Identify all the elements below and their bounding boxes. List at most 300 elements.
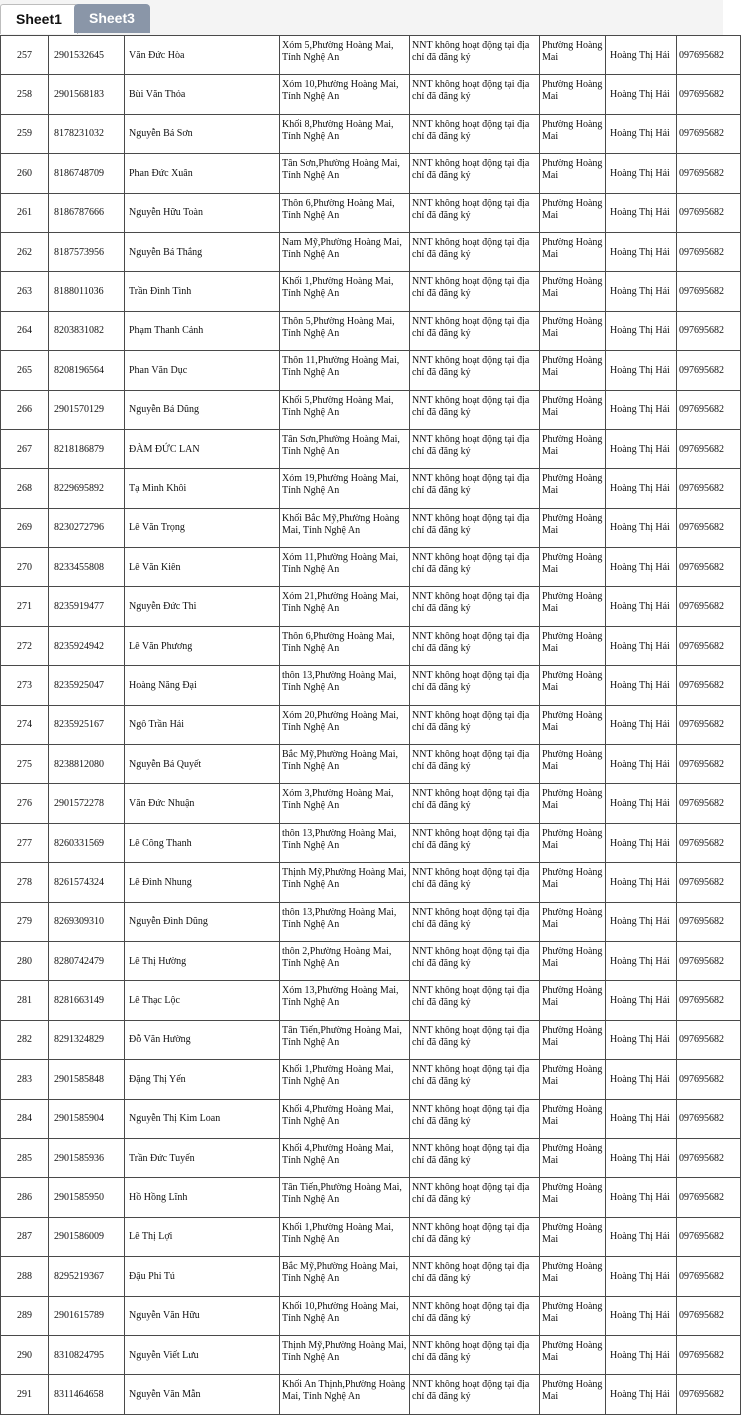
cell-tax-code[interactable]: 8260331569 [49,823,125,862]
cell-officer[interactable]: Hoàng Thị Hải [606,1060,677,1099]
cell-status[interactable]: NNT không hoạt động tại địa chỉ đã đăng ký [410,1335,540,1374]
cell-address[interactable]: thôn 13,Phường Hoàng Mai, Tỉnh Nghệ An [280,823,410,862]
cell-status[interactable]: NNT không hoạt động tại địa chỉ đã đăng ký [410,1178,540,1217]
cell-name[interactable]: Văn Đức Nhuận [125,784,280,823]
cell-status[interactable]: NNT không hoạt động tại địa chỉ đã đăng ký [410,508,540,547]
cell-officer[interactable]: Hoàng Thị Hải [606,902,677,941]
cell-ward[interactable]: Phường Hoàng Mai [540,1257,606,1296]
cell-officer[interactable]: Hoàng Thị Hải [606,863,677,902]
cell-ward[interactable]: Phường Hoàng Mai [540,114,606,153]
cell-stt[interactable]: 282 [1,1020,49,1059]
cell-status[interactable]: NNT không hoạt động tại địa chỉ đã đăng ký [410,981,540,1020]
cell-ward[interactable]: Phường Hoàng Mai [540,1138,606,1177]
cell-status[interactable]: NNT không hoạt động tại địa chỉ đã đăng ký [410,311,540,350]
cell-tax-code[interactable]: 2901568183 [49,75,125,114]
cell-stt[interactable]: 272 [1,626,49,665]
cell-phone[interactable]: 097695682 [677,1335,741,1374]
cell-ward[interactable]: Phường Hoàng Mai [540,1335,606,1374]
cell-name[interactable]: Lê Thạc Lộc [125,981,280,1020]
cell-name[interactable]: Trần Đức Tuyến [125,1138,280,1177]
cell-address[interactable]: Xóm 10,Phường Hoàng Mai, Tỉnh Nghệ An [280,75,410,114]
cell-officer[interactable]: Hoàng Thị Hải [606,75,677,114]
cell-tax-code[interactable]: 8281663149 [49,981,125,1020]
table-row [1,351,741,390]
cell-stt[interactable]: 284 [1,1099,49,1138]
cell-phone[interactable]: 097695682 [677,1020,741,1059]
cell-address[interactable]: Khối 1,Phường Hoàng Mai, Tỉnh Nghệ An [280,272,410,311]
cell-phone[interactable]: 097695682 [677,75,741,114]
cell-tax-code[interactable]: 8280742479 [49,941,125,980]
cell-tax-code[interactable]: 2901615789 [49,1296,125,1335]
cell-address[interactable]: Khối 1,Phường Hoàng Mai, Tỉnh Nghệ An [280,1060,410,1099]
cell-tax-code[interactable]: 8291324829 [49,1020,125,1059]
cell-name[interactable]: Nguyễn Bá Dũng [125,390,280,429]
cell-address[interactable]: Xóm 20,Phường Hoàng Mai, Tỉnh Nghệ An [280,705,410,744]
cell-stt[interactable]: 291 [1,1375,49,1414]
cell-name[interactable]: Lê Văn Kiên [125,548,280,587]
cell-ward[interactable]: Phường Hoàng Mai [540,36,606,75]
table-row [1,784,741,823]
cell-status[interactable]: NNT không hoạt động tại địa chỉ đã đăng ký [410,784,540,823]
cell-ward[interactable]: Phường Hoàng Mai [540,272,606,311]
cell-officer[interactable]: Hoàng Thị Hải [606,1138,677,1177]
cell-status[interactable]: NNT không hoạt động tại địa chỉ đã đăng ký [410,1060,540,1099]
table-row [1,745,741,784]
cell-phone[interactable]: 097695682 [677,863,741,902]
cell-status[interactable]: NNT không hoạt động tại địa chỉ đã đăng ký [410,902,540,941]
cell-address[interactable]: Khối 4,Phường Hoàng Mai, Tỉnh Nghệ An [280,1138,410,1177]
cell-name[interactable]: Đậu Phi Tú [125,1257,280,1296]
cell-officer[interactable]: Hoàng Thị Hải [606,469,677,508]
cell-tax-code[interactable]: 2901586009 [49,1217,125,1256]
cell-phone[interactable]: 097695682 [677,429,741,468]
cell-address[interactable]: Nam Mỹ,Phường Hoàng Mai, Tỉnh Nghệ An [280,232,410,271]
cell-stt[interactable]: 278 [1,863,49,902]
cell-officer[interactable]: Hoàng Thị Hải [606,626,677,665]
cell-stt[interactable]: 275 [1,745,49,784]
cell-status[interactable]: NNT không hoạt động tại địa chỉ đã đăng ký [410,863,540,902]
cell-name[interactable]: Trần Đình Tình [125,272,280,311]
cell-name[interactable]: Nguyễn Văn Hữu [125,1296,280,1335]
cell-ward[interactable]: Phường Hoàng Mai [540,666,606,705]
cell-ward[interactable]: Phường Hoàng Mai [540,1375,606,1414]
cell-officer[interactable]: Hoàng Thị Hải [606,666,677,705]
cell-ward[interactable]: Phường Hoàng Mai [540,1217,606,1256]
cell-phone[interactable]: 097695682 [677,311,741,350]
cell-ward[interactable]: Phường Hoàng Mai [540,154,606,193]
cell-stt[interactable]: 279 [1,902,49,941]
cell-ward[interactable]: Phường Hoàng Mai [540,1060,606,1099]
cell-officer[interactable]: Hoàng Thị Hải [606,1178,677,1217]
cell-name[interactable]: Hồ Hồng Lĩnh [125,1178,280,1217]
cell-stt[interactable]: 269 [1,508,49,547]
table-row [1,232,741,271]
cell-name[interactable]: ĐÀM ĐỨC LAN [125,429,280,468]
cell-tax-code[interactable]: 8269309310 [49,902,125,941]
cell-address[interactable]: Thịnh Mỹ,Phường Hoàng Mai, Tỉnh Nghệ An [280,863,410,902]
cell-address[interactable]: Khối 4,Phường Hoàng Mai, Tỉnh Nghệ An [280,1099,410,1138]
cell-stt[interactable]: 276 [1,784,49,823]
cell-officer[interactable]: Hoàng Thị Hải [606,36,677,75]
cell-address[interactable]: Khối 10,Phường Hoàng Mai, Tỉnh Nghệ An [280,1296,410,1335]
cell-officer[interactable]: Hoàng Thị Hải [606,745,677,784]
cell-ward[interactable]: Phường Hoàng Mai [540,351,606,390]
cell-officer[interactable]: Hoàng Thị Hải [606,1099,677,1138]
cell-status[interactable]: NNT không hoạt động tại địa chỉ đã đăng ký [410,1375,540,1414]
cell-name[interactable]: Nguyễn Đức Thi [125,587,280,626]
cell-status[interactable]: NNT không hoạt động tại địa chỉ đã đăng ký [410,705,540,744]
cell-tax-code[interactable]: 8295219367 [49,1257,125,1296]
cell-officer[interactable]: Hoàng Thị Hải [606,311,677,350]
cell-ward[interactable]: Phường Hoàng Mai [540,626,606,665]
cell-officer[interactable]: Hoàng Thị Hải [606,114,677,153]
cell-tax-code[interactable]: 2901585936 [49,1138,125,1177]
cell-status[interactable]: NNT không hoạt động tại địa chỉ đã đăng ký [410,351,540,390]
cell-phone[interactable]: 097695682 [677,784,741,823]
cell-phone[interactable]: 097695682 [677,1178,741,1217]
cell-tax-code[interactable]: 8310824795 [49,1335,125,1374]
cell-phone[interactable]: 097695682 [677,1060,741,1099]
cell-tax-code[interactable]: 8238812080 [49,745,125,784]
cell-ward[interactable]: Phường Hoàng Mai [540,75,606,114]
cell-address[interactable]: Xóm 3,Phường Hoàng Mai, Tỉnh Nghệ An [280,784,410,823]
cell-phone[interactable]: 097695682 [677,114,741,153]
cell-phone[interactable]: 097695682 [677,154,741,193]
cell-ward[interactable]: Phường Hoàng Mai [540,784,606,823]
cell-stt[interactable]: 289 [1,1296,49,1335]
cell-phone[interactable]: 097695682 [677,193,741,232]
cell-status[interactable]: NNT không hoạt động tại địa chỉ đã đăng ký [410,745,540,784]
cell-ward[interactable]: Phường Hoàng Mai [540,193,606,232]
cell-phone[interactable]: 097695682 [677,36,741,75]
cell-phone[interactable]: 097695682 [677,548,741,587]
cell-name[interactable]: Nguyễn Hữu Toàn [125,193,280,232]
cell-stt[interactable]: 261 [1,193,49,232]
cell-address[interactable]: Thôn 5,Phường Hoàng Mai, Tỉnh Nghệ An [280,311,410,350]
cell-name[interactable]: Hoàng Năng Đại [125,666,280,705]
cell-phone[interactable]: 097695682 [677,1296,741,1335]
cell-status[interactable]: NNT không hoạt động tại địa chỉ đã đăng ký [410,114,540,153]
sheet-tab-bar [0,0,723,36]
cell-officer[interactable]: Hoàng Thị Hải [606,351,677,390]
cell-phone[interactable]: 097695682 [677,705,741,744]
cell-phone[interactable]: 097695682 [677,823,741,862]
cell-name[interactable]: Nguyễn Văn Mẫn [125,1375,280,1414]
cell-tax-code[interactable]: 8178231032 [49,114,125,153]
cell-phone[interactable]: 097695682 [677,232,741,271]
cell-phone[interactable]: 097695682 [677,745,741,784]
table-row [1,863,741,902]
cell-officer[interactable]: Hoàng Thị Hải [606,193,677,232]
cell-stt[interactable]: 280 [1,941,49,980]
table-row [1,508,741,547]
cell-stt[interactable]: 273 [1,666,49,705]
cell-officer[interactable]: Hoàng Thị Hải [606,429,677,468]
cell-name[interactable]: Phan Văn Dục [125,351,280,390]
cell-ward[interactable]: Phường Hoàng Mai [540,232,606,271]
cell-name[interactable]: Bùi Văn Thỏa [125,75,280,114]
cell-address[interactable]: Khối 5,Phường Hoàng Mai, Tỉnh Nghệ An [280,390,410,429]
cell-status[interactable]: NNT không hoạt động tại địa chỉ đã đăng ký [410,193,540,232]
cell-officer[interactable]: Hoàng Thị Hải [606,587,677,626]
cell-stt[interactable]: 263 [1,272,49,311]
cell-stt[interactable]: 285 [1,1138,49,1177]
cell-phone[interactable]: 097695682 [677,272,741,311]
cell-address[interactable]: Tân Tiến,Phường Hoàng Mai, Tỉnh Nghệ An [280,1178,410,1217]
cell-status[interactable]: NNT không hoạt động tại địa chỉ đã đăng ký [410,666,540,705]
cell-officer[interactable]: Hoàng Thị Hải [606,154,677,193]
cell-status[interactable]: NNT không hoạt động tại địa chỉ đã đăng ký [410,75,540,114]
cell-address[interactable]: Thịnh Mỹ,Phường Hoàng Mai, Tỉnh Nghệ An [280,1335,410,1374]
cell-tax-code[interactable]: 8186787666 [49,193,125,232]
cell-stt[interactable]: 267 [1,429,49,468]
cell-tax-code[interactable]: 8229695892 [49,469,125,508]
cell-phone[interactable]: 097695682 [677,587,741,626]
cell-address[interactable]: Khối An Thịnh,Phường Hoàng Mai, Tỉnh Nghệ An [280,1375,410,1414]
cell-address[interactable]: thôn 13,Phường Hoàng Mai, Tỉnh Nghệ An [280,902,410,941]
cell-tax-code[interactable]: 8233455808 [49,548,125,587]
cell-address[interactable]: Xóm 19,Phường Hoàng Mai, Tỉnh Nghệ An [280,469,410,508]
cell-officer[interactable]: Hoàng Thị Hải [606,941,677,980]
cell-tax-code[interactable]: 8188011036 [49,272,125,311]
cell-phone[interactable]: 097695682 [677,941,741,980]
cell-phone[interactable]: 097695682 [677,981,741,1020]
cell-address[interactable]: Tân Tiến,Phường Hoàng Mai, Tỉnh Nghệ An [280,1020,410,1059]
cell-stt[interactable]: 266 [1,390,49,429]
cell-officer[interactable]: Hoàng Thị Hải [606,390,677,429]
cell-stt[interactable]: 270 [1,548,49,587]
cell-officer[interactable]: Hoàng Thị Hải [606,548,677,587]
cell-status[interactable]: NNT không hoạt động tại địa chỉ đã đăng ký [410,232,540,271]
cell-phone[interactable]: 097695682 [677,351,741,390]
cell-status[interactable]: NNT không hoạt động tại địa chỉ đã đăng ký [410,469,540,508]
cell-address[interactable]: Khối 8,Phường Hoàng Mai, Tỉnh Nghệ An [280,114,410,153]
cell-stt[interactable]: 258 [1,75,49,114]
table-row [1,1296,741,1335]
cell-officer[interactable]: Hoàng Thị Hải [606,1335,677,1374]
cell-tax-code[interactable]: 8235925047 [49,666,125,705]
tab-sheet3[interactable]: Sheet3 [74,4,150,33]
cell-stt[interactable]: 283 [1,1060,49,1099]
cell-tax-code[interactable]: 2901585950 [49,1178,125,1217]
cell-tax-code[interactable]: 8186748709 [49,154,125,193]
cell-stt[interactable]: 286 [1,1178,49,1217]
cell-name[interactable]: Đỗ Văn Hường [125,1020,280,1059]
cell-tax-code[interactable]: 2901585848 [49,1060,125,1099]
cell-status[interactable]: NNT không hoạt động tại địa chỉ đã đăng ký [410,36,540,75]
cell-address[interactable]: Khối 1,Phường Hoàng Mai, Tỉnh Nghệ An [280,1217,410,1256]
cell-phone[interactable]: 097695682 [677,1375,741,1414]
cell-ward[interactable]: Phường Hoàng Mai [540,941,606,980]
cell-status[interactable]: NNT không hoạt động tại địa chỉ đã đăng ký [410,1138,540,1177]
cell-ward[interactable]: Phường Hoàng Mai [540,981,606,1020]
cell-name[interactable]: Nguyễn Bá Thắng [125,232,280,271]
cell-status[interactable]: NNT không hoạt động tại địa chỉ đã đăng ký [410,272,540,311]
cell-address[interactable]: Thôn 6,Phường Hoàng Mai, Tỉnh Nghệ An [280,626,410,665]
cell-officer[interactable]: Hoàng Thị Hải [606,784,677,823]
table-row [1,114,741,153]
cell-ward[interactable]: Phường Hoàng Mai [540,390,606,429]
cell-ward[interactable]: Phường Hoàng Mai [540,587,606,626]
cell-address[interactable]: Khối Bắc Mỹ,Phường Hoàng Mai, Tỉnh Nghệ An [280,508,410,547]
cell-phone[interactable]: 097695682 [677,1257,741,1296]
cell-status[interactable]: NNT không hoạt động tại địa chỉ đã đăng ký [410,626,540,665]
cell-phone[interactable]: 097695682 [677,666,741,705]
cell-address[interactable]: Xóm 21,Phường Hoàng Mai, Tỉnh Nghệ An [280,587,410,626]
cell-status[interactable]: NNT không hoạt động tại địa chỉ đã đăng ký [410,1099,540,1138]
cell-tax-code[interactable]: 2901585904 [49,1099,125,1138]
table-row [1,1060,741,1099]
cell-address[interactable]: Thôn 11,Phường Hoàng Mai, Tỉnh Nghệ An [280,351,410,390]
cell-tax-code[interactable]: 8218186879 [49,429,125,468]
cell-status[interactable]: NNT không hoạt động tại địa chỉ đã đăng ký [410,390,540,429]
cell-stt[interactable]: 264 [1,311,49,350]
cell-ward[interactable]: Phường Hoàng Mai [540,902,606,941]
cell-status[interactable]: NNT không hoạt động tại địa chỉ đã đăng ký [410,823,540,862]
cell-status[interactable]: NNT không hoạt động tại địa chỉ đã đăng ký [410,941,540,980]
cell-stt[interactable]: 288 [1,1257,49,1296]
cell-address[interactable]: Xóm 11,Phường Hoàng Mai, Tỉnh Nghệ An [280,548,410,587]
cell-ward[interactable]: Phường Hoàng Mai [540,705,606,744]
cell-ward[interactable]: Phường Hoàng Mai [540,508,606,547]
cell-status[interactable]: NNT không hoạt động tại địa chỉ đã đăng ký [410,1296,540,1335]
cell-officer[interactable]: Hoàng Thị Hải [606,232,677,271]
cell-address[interactable]: Xóm 5,Phường Hoàng Mai, Tỉnh Nghệ An [280,36,410,75]
cell-status[interactable]: NNT không hoạt động tại địa chỉ đã đăng ký [410,429,540,468]
cell-ward[interactable]: Phường Hoàng Mai [540,311,606,350]
cell-ward[interactable]: Phường Hoàng Mai [540,1296,606,1335]
table-row [1,1257,741,1296]
cell-ward[interactable]: Phường Hoàng Mai [540,1178,606,1217]
cell-phone[interactable]: 097695682 [677,1138,741,1177]
cell-officer[interactable]: Hoàng Thị Hải [606,508,677,547]
cell-stt[interactable]: 271 [1,587,49,626]
cell-tax-code[interactable]: 8187573956 [49,232,125,271]
cell-name[interactable]: Lê Văn Phương [125,626,280,665]
cell-ward[interactable]: Phường Hoàng Mai [540,863,606,902]
cell-ward[interactable]: Phường Hoàng Mai [540,548,606,587]
cell-stt[interactable]: 274 [1,705,49,744]
cell-status[interactable]: NNT không hoạt động tại địa chỉ đã đăng ký [410,1257,540,1296]
cell-officer[interactable]: Hoàng Thị Hải [606,1217,677,1256]
cell-stt[interactable]: 259 [1,114,49,153]
cell-officer[interactable]: Hoàng Thị Hải [606,1257,677,1296]
cell-tax-code[interactable]: 8230272796 [49,508,125,547]
cell-name[interactable]: Văn Đức Hòa [125,36,280,75]
cell-phone[interactable]: 097695682 [677,626,741,665]
cell-address[interactable]: Bắc Mỹ,Phường Hoàng Mai, Tỉnh Nghệ An [280,1257,410,1296]
cell-officer[interactable]: Hoàng Thị Hải [606,981,677,1020]
cell-tax-code[interactable]: 8208196564 [49,351,125,390]
cell-officer[interactable]: Hoàng Thị Hải [606,1296,677,1335]
cell-stt[interactable]: 281 [1,981,49,1020]
table-row [1,1099,741,1138]
cell-officer[interactable]: Hoàng Thị Hải [606,272,677,311]
cell-address[interactable]: Tân Sơn,Phường Hoàng Mai, Tỉnh Nghệ An [280,429,410,468]
cell-phone[interactable]: 097695682 [677,902,741,941]
cell-name[interactable]: Lê Công Thanh [125,823,280,862]
cell-name[interactable]: Nguyễn Bá Quyết [125,745,280,784]
table-row [1,272,741,311]
cell-name[interactable]: Đặng Thị Yến [125,1060,280,1099]
cell-status[interactable]: NNT không hoạt động tại địa chỉ đã đăng ký [410,154,540,193]
cell-stt[interactable]: 260 [1,154,49,193]
cell-tax-code[interactable]: 2901572278 [49,784,125,823]
cell-stt[interactable]: 268 [1,469,49,508]
cell-ward[interactable]: Phường Hoàng Mai [540,1099,606,1138]
cell-status[interactable]: NNT không hoạt động tại địa chỉ đã đăng ký [410,587,540,626]
cell-name[interactable]: Phan Đức Xuân [125,154,280,193]
cell-stt[interactable]: 277 [1,823,49,862]
cell-name[interactable]: Nguyễn Thị Kim Loan [125,1099,280,1138]
cell-phone[interactable]: 097695682 [677,390,741,429]
cell-address[interactable]: Bắc Mỹ,Phường Hoàng Mai, Tỉnh Nghệ An [280,745,410,784]
cell-stt[interactable]: 257 [1,36,49,75]
cell-name[interactable]: Lê Đình Nhung [125,863,280,902]
table-row [1,469,741,508]
cell-address[interactable]: Tân Sơn,Phường Hoàng Mai, Tỉnh Nghệ An [280,154,410,193]
cell-phone[interactable]: 097695682 [677,469,741,508]
cell-phone[interactable]: 097695682 [677,1217,741,1256]
cell-tax-code[interactable]: 8261574324 [49,863,125,902]
cell-status[interactable]: NNT không hoạt động tại địa chỉ đã đăng ký [410,548,540,587]
cell-ward[interactable]: Phường Hoàng Mai [540,823,606,862]
cell-stt[interactable]: 265 [1,351,49,390]
cell-stt[interactable]: 262 [1,232,49,271]
cell-officer[interactable]: Hoàng Thị Hải [606,1020,677,1059]
cell-name[interactable]: Lê Thị Lợi [125,1217,280,1256]
cell-name[interactable]: Phạm Thanh Cảnh [125,311,280,350]
cell-name[interactable]: Tạ Minh Khôi [125,469,280,508]
cell-address[interactable]: Xóm 13,Phường Hoàng Mai, Tỉnh Nghệ An [280,981,410,1020]
cell-tax-code[interactable]: 2901570129 [49,390,125,429]
tab-sheet1[interactable]: Sheet1 [0,4,78,34]
cell-status[interactable]: NNT không hoạt động tại địa chỉ đã đăng ký [410,1217,540,1256]
cell-tax-code[interactable]: 8203831082 [49,311,125,350]
cell-stt[interactable]: 287 [1,1217,49,1256]
table-row [1,981,741,1020]
cell-address[interactable]: Thôn 6,Phường Hoàng Mai, Tỉnh Nghệ An [280,193,410,232]
cell-name[interactable]: Ngô Trần Hải [125,705,280,744]
cell-tax-code[interactable]: 8235919477 [49,587,125,626]
cell-officer[interactable]: Hoàng Thị Hải [606,823,677,862]
cell-name[interactable]: Nguyễn Đình Dũng [125,902,280,941]
table-row [1,626,741,665]
cell-ward[interactable]: Phường Hoàng Mai [540,1020,606,1059]
cell-name[interactable]: Lê Văn Trọng [125,508,280,547]
cell-ward[interactable]: Phường Hoàng Mai [540,429,606,468]
cell-tax-code[interactable]: 8235925167 [49,705,125,744]
cell-address[interactable]: thôn 2,Phường Hoàng Mai, Tỉnh Nghệ An [280,941,410,980]
cell-phone[interactable]: 097695682 [677,1099,741,1138]
cell-tax-code[interactable]: 2901532645 [49,36,125,75]
cell-tax-code[interactable]: 8311464658 [49,1375,125,1414]
cell-name[interactable]: Lê Thị Hường [125,941,280,980]
cell-tax-code[interactable]: 8235924942 [49,626,125,665]
cell-name[interactable]: Nguyễn Bá Sơn [125,114,280,153]
cell-phone[interactable]: 097695682 [677,508,741,547]
cell-officer[interactable]: Hoàng Thị Hải [606,1375,677,1414]
cell-status[interactable]: NNT không hoạt động tại địa chỉ đã đăng ký [410,1020,540,1059]
table-row [1,75,741,114]
cell-name[interactable]: Nguyễn Viết Lưu [125,1335,280,1374]
cell-ward[interactable]: Phường Hoàng Mai [540,745,606,784]
cell-officer[interactable]: Hoàng Thị Hải [606,705,677,744]
cell-address[interactable]: thôn 13,Phường Hoàng Mai, Tỉnh Nghệ An [280,666,410,705]
cell-ward[interactable]: Phường Hoàng Mai [540,469,606,508]
cell-stt[interactable]: 290 [1,1335,49,1374]
table-row [1,1020,741,1059]
